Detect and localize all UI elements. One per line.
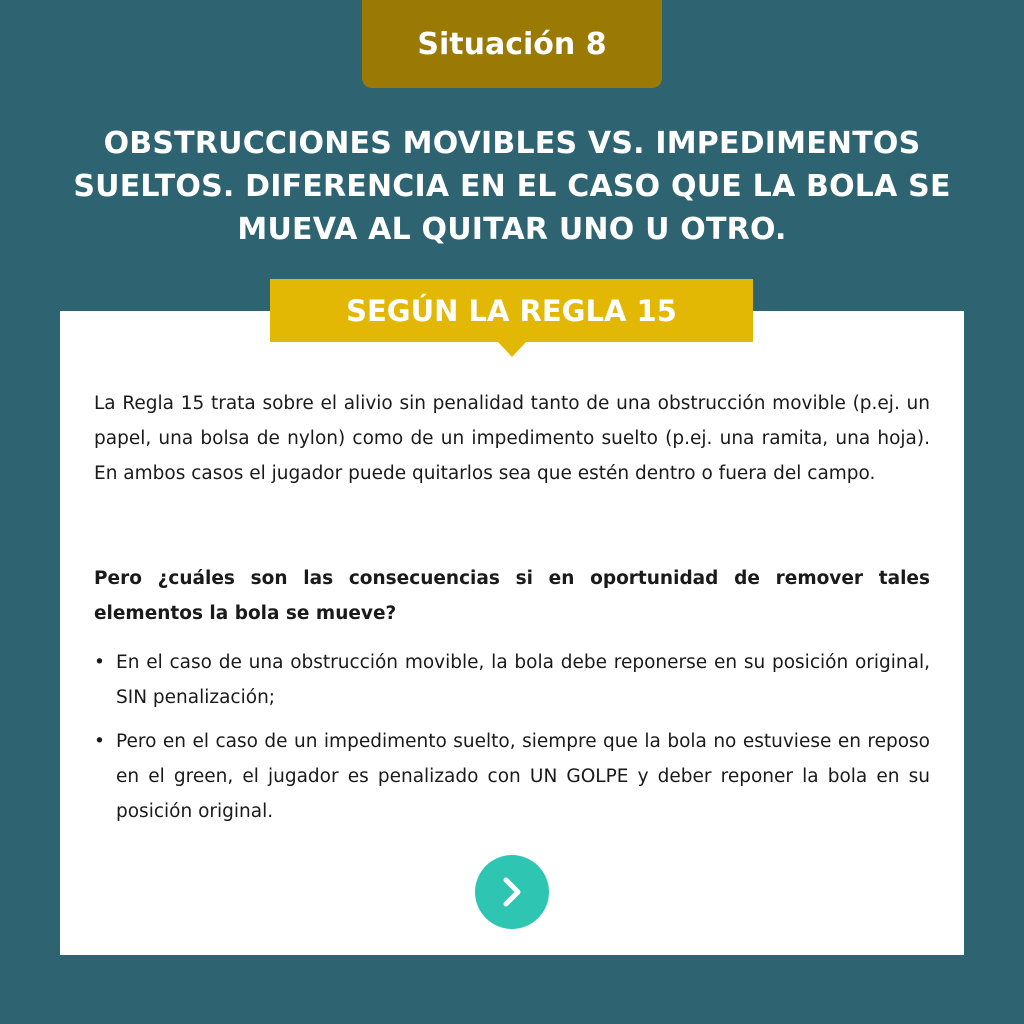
question-paragraph: Pero ¿cuáles son las consecuencias si en oportunidad de remover tales elementos la bola se mueve? (94, 568, 930, 624)
intro-paragraph: La Regla 15 trata sobre el alivio sin penalidad tanto de una obstrucción movible (p.ej. un papel, una bolsa de nylon) como de un impedimento suelto (p.ej. una ramita, una hoja). En ambos casos el jugador puede quitarlos sea que estén dentro o fuera del campo. (94, 393, 930, 484)
list-item (94, 724, 930, 829)
rule-banner (270, 279, 753, 342)
bullet-dot-icon: • (94, 731, 105, 752)
list-item (94, 645, 930, 715)
list-item-text: En el caso de una obstrucción movible, la bola debe reponerse en su posición original, SIN penalización; (116, 652, 930, 708)
bullet-dot-icon: • (94, 652, 105, 673)
banner-pointer-icon (497, 341, 527, 357)
chevron-right-icon (498, 875, 526, 909)
next-button[interactable] (475, 855, 549, 929)
list-item-text: Pero en el caso de un impedimento suelto, siempre que la bola no estuviese en reposo en el green, el jugador es penalizado con UN GOLPE y deber reponer la bola en su posición original. (116, 731, 930, 822)
situation-tab (362, 0, 662, 88)
situation-label: Situación 8 (417, 26, 607, 62)
rule-banner-label: SEGÚN LA REGLA 15 (346, 293, 677, 328)
page-title: OBSTRUCCIONES MOVIBLES VS. IMPEDIMENTOS SUELTOS. DIFERENCIA EN EL CASO QUE LA BOLA SE MUEVA AL QUITAR UNO U OTRO. (73, 126, 951, 247)
consequence-list (94, 645, 930, 829)
